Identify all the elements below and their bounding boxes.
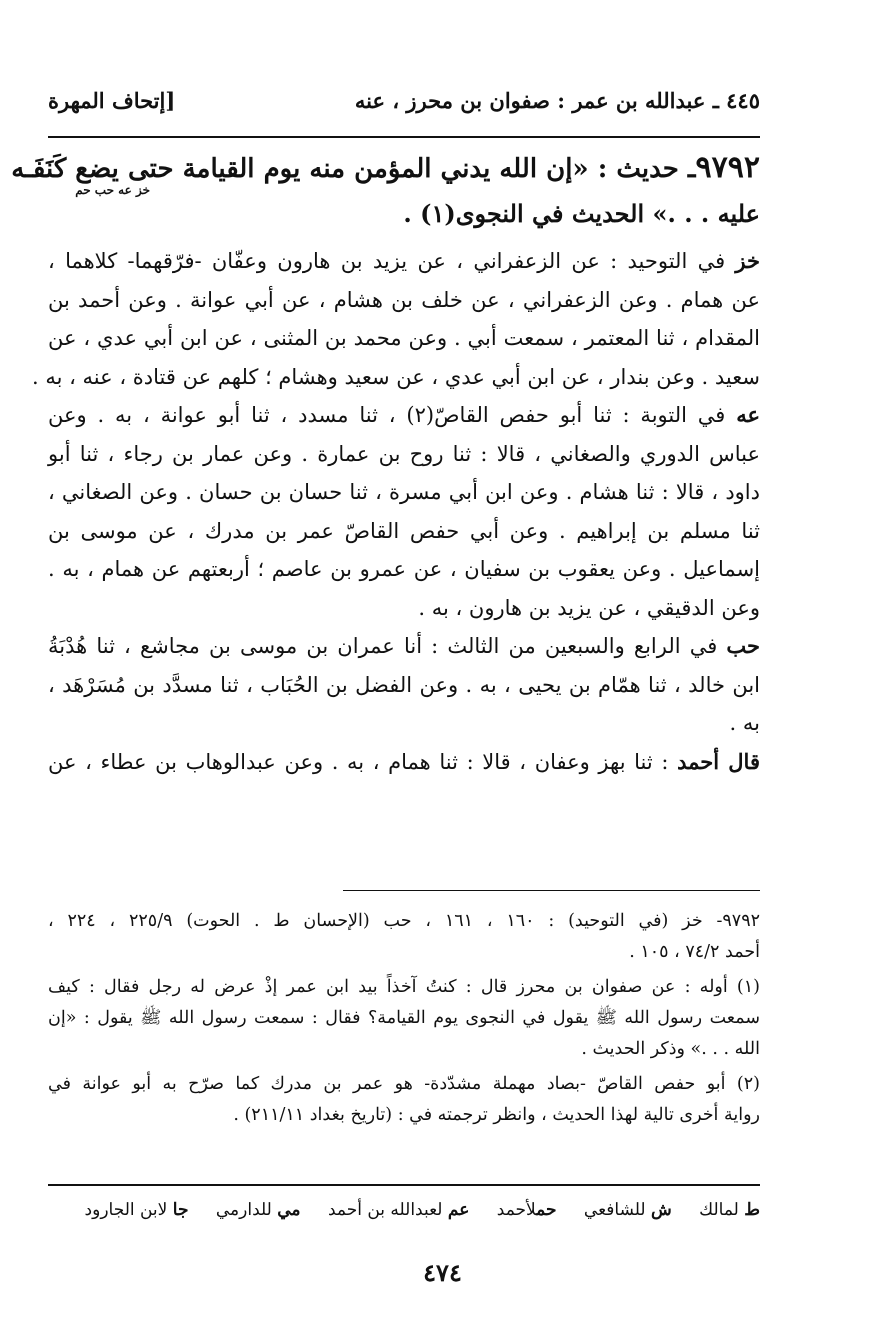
paragraph-hibban (48, 627, 760, 743)
text-line: وعن الدقيقي ، عن يزيد بن هارون ، به . (418, 595, 760, 620)
text-line: قال أحمد : ثنا بهز وعفان ، قالا : ثنا همام ، به . وعن عبدالوهاب بن عطاء ، عن (48, 748, 760, 774)
text-line: سعيد . وعن بندار ، عن ابن أبي عدي ، عن سعيد وهشام ؛ كلهم عن قتادة ، عنه ، به . (31, 364, 760, 389)
page-number: ٤٧٤ (423, 1258, 462, 1287)
text-line: داود ، قالا : ثنا هشام . وعن ابن أبي مسرة ، ثنا حسان بن حسان . وعن الصغاني ، (48, 480, 760, 504)
footnote-line: أحمد ٧٤/٢ ، ١٠٥ . (629, 942, 760, 962)
hadith-title-text: ـ حديث : «إن الله يدني المؤمن منه يوم القيامة حتى يضع كَنَفَـه (11, 154, 696, 184)
abbreviations-key (48, 1196, 760, 1224)
source-siglum: خز (735, 248, 760, 273)
abbreviation-item: ط لمالك (699, 1200, 760, 1220)
hadith-title-line1 (11, 150, 760, 187)
abbreviations-rule (48, 1184, 760, 1186)
source-siglum: عه (736, 402, 760, 427)
footnote-2 (48, 1069, 760, 1131)
text-line: إسماعيل . وعن يعقوب بن سفيان ، عن عمرو بن عاصم ؛ أربعتهم عن همام ، به . (48, 557, 760, 581)
footnote-sources (48, 906, 760, 968)
hadith-title-line2: عليه . . .» الحديث في النجوى(١) . (403, 199, 760, 228)
text-line: عباس الدوري والصغاني ، قالا : ثنا روح بن عمارة . وعن عمار بن رجاء ، ثنا أبو (48, 441, 760, 466)
footnote-line: الله . . .» وذكر الحديث . (581, 1039, 760, 1059)
text-line: حب في الرابع والسبعين من الثالث : أنا عمران بن موسى بن مجاشع ، ثنا هُدْبَةُ (48, 633, 760, 658)
footnotes (48, 906, 760, 1135)
running-title: ٤٤٥ ـ عبدالله بن عمر : صفوان بن محرز ، عنه (354, 88, 760, 113)
footnote-rule (343, 890, 760, 891)
main-text (31, 242, 760, 781)
text-line: ابن خالد ، ثنا همّام بن يحيى ، به . وعن الفضل بن الحُبَاب ، ثنا مسدَّد بن مُسَرْهَد ، (48, 672, 760, 697)
hadith-heading (11, 150, 760, 231)
header-rule (48, 136, 760, 138)
hadith-number: ٩٧٩٢ (695, 150, 760, 185)
abbreviation-item: حملأحمد (496, 1200, 557, 1220)
text-line: عن همام . وعن الزعفراني ، عن خلف بن هشام ، عن أبي عوانة . وعن أحمد بن (48, 287, 760, 312)
text-line: عه في التوبة : ثنا أبو حفص القاصّ(٢) ، ثنا مسدد ، ثنا أبو عوانة ، به . وعن (48, 402, 760, 427)
footnote-line: (٢) أبو حفص القاصّ -بصاد مهملة مشدّدة- هو عمر بن مدرك كما صرّح به أبو عوانة في (48, 1074, 760, 1094)
text-line: به . (729, 711, 760, 735)
source-siglum: حب (726, 633, 760, 658)
text-line: خز في التوحيد : عن الزعفراني ، عن يزيد بن هارون وعفّان -فرّقهما- كلاهما ، (48, 248, 760, 273)
footnote-line: (١) أوله : عن صفوان بن محرز قال : كنتُ آخذاً بيد ابن عمر إذْ عرض له رجل فقال : كيف (48, 977, 760, 997)
text-line: المقدام ، ثنا المعتمر ، سمعت أبي . وعن محمد بن المثنى ، عن ابن أبي عدي ، عن (48, 326, 760, 350)
footnote-line: سمعت رسول الله ﷺ يقول في النجوى يوم القيامة؟ فقال : سمعت رسول الله ﷺ يقول : «إن (48, 1008, 760, 1028)
abbreviation-item: جا لابن الجارود (84, 1200, 189, 1220)
text-line: ثنا مسلم بن إبراهيم . وعن أبي حفص القاصّ عمر بن مدرك ، عن موسى بن (48, 518, 760, 543)
paragraph-ahmad (48, 743, 760, 782)
footnote-1 (48, 972, 760, 1065)
abbreviation-item: عم لعبدالله بن أحمد (327, 1200, 470, 1220)
paragraph-ah (48, 396, 760, 627)
source-siglum: قال أحمد (677, 748, 760, 774)
abbreviation-item: ش للشافعي (583, 1200, 672, 1220)
abbreviation-item: مي للدارمي (215, 1200, 301, 1220)
hadith-sigla: خز عه حب حم (75, 183, 150, 197)
page-header (48, 88, 760, 120)
footnote-line: ٩٧٩٢- خز (في التوحيد) : ١٦٠ ، ١٦١ ، حب (الإحسان ط . الحوت) ٢٢٥/٩ ، ٢٢٤ ، (48, 911, 760, 931)
paragraph-khuz (31, 242, 760, 396)
footnote-line: رواية أخرى تالية لهذا الحديث ، وانظر ترجمته في : (تاريخ بغداد ٢١١/١١) . (233, 1105, 760, 1125)
book-title: [إتحاف المهرة (48, 88, 176, 113)
